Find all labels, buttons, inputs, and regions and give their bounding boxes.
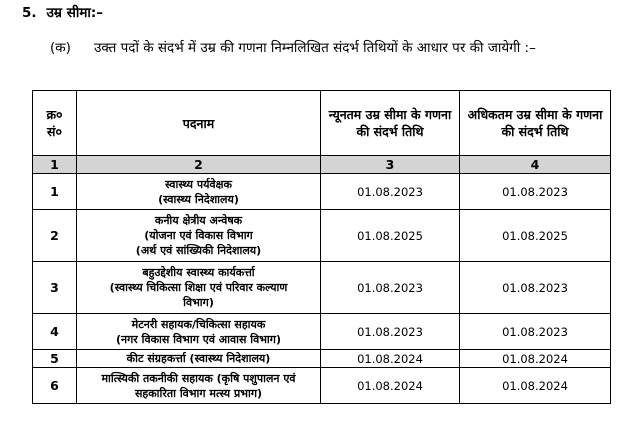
row-min-age-date: 01.08.2023	[321, 174, 460, 210]
row-min-age-date: 01.08.2023	[321, 262, 460, 314]
table-row	[33, 174, 611, 210]
post-name-line: मेटनरी सहायक/चिकित्सा सहायक	[131, 317, 266, 331]
table-row	[33, 368, 611, 404]
table-row	[33, 210, 611, 262]
column-number: 3	[321, 156, 460, 174]
row-max-age-date: 01.08.2023	[460, 174, 611, 210]
row-max-age-date: 01.08.2024	[460, 368, 611, 404]
section-title: उम्र सीमा:–	[46, 5, 104, 21]
header-sno-line1: क्र०	[46, 107, 63, 122]
row-serial-number: 6	[33, 368, 77, 404]
post-name-line: सहकारिता विभाग मत्स्य प्रभाग)	[134, 386, 263, 400]
row-post-name	[77, 262, 321, 314]
row-min-age-date: 01.08.2025	[321, 210, 460, 262]
row-post-name	[77, 368, 321, 404]
column-number: 1	[33, 156, 77, 174]
section-number: 5.	[22, 5, 37, 21]
post-name-line: स्वास्थ्य पर्यवेक्षक	[165, 177, 232, 191]
row-post-name	[77, 210, 321, 262]
post-name-line: (योजना एवं विकास विभाग	[144, 229, 253, 242]
post-name-line: विभाग)	[183, 296, 214, 309]
row-serial-number: 1	[33, 174, 77, 210]
header-row	[33, 91, 611, 156]
post-name-line: बहुउद्देशीय स्वास्थ्य कार्यकर्त्ता	[142, 266, 255, 279]
post-name-line: कीट संग्रहकर्त्ता (स्वास्थ्य निदेशालय)	[126, 352, 271, 365]
row-max-age-date: 01.08.2023	[460, 314, 611, 350]
post-name-line: (अर्थ एवं सांख्यिकी निदेशालय)	[135, 244, 262, 257]
header-post: पदनाम	[77, 91, 321, 156]
row-min-age-date: 01.08.2024	[321, 368, 460, 404]
row-post-name	[77, 350, 321, 368]
intro-paragraph	[50, 37, 622, 59]
row-serial-number: 3	[33, 262, 77, 314]
row-max-age-date: 01.08.2023	[460, 262, 611, 314]
column-number-row	[33, 156, 611, 174]
row-max-age-date: 01.08.2024	[460, 350, 611, 368]
header-sno-line2: सं०	[47, 124, 62, 139]
post-name-line: कनीय क्षेत्रीय अन्वेषक	[154, 214, 243, 227]
column-number: 2	[77, 156, 321, 174]
row-max-age-date: 01.08.2025	[460, 210, 611, 262]
age-reference-table	[32, 90, 611, 404]
table-row	[33, 314, 611, 350]
row-min-age-date: 01.08.2024	[321, 350, 460, 368]
row-serial-number: 4	[33, 314, 77, 350]
table-row	[33, 262, 611, 314]
header-min-age: न्यूनतम उम्र सीमा के गणना की संदर्भ तिथि	[321, 91, 460, 156]
section-heading	[22, 3, 103, 21]
row-serial-number: 2	[33, 210, 77, 262]
header-max-age: अधिकतम उम्र सीमा के गणना की संदर्भ तिथि	[460, 91, 611, 156]
post-name-line: (स्वास्थ्य चिकित्सा शिक्षा एवं परिवार कल्याण	[109, 281, 288, 294]
post-name-line: (स्वास्थ्य निदेशालय)	[158, 192, 239, 206]
column-number: 4	[460, 156, 611, 174]
row-post-name	[77, 314, 321, 350]
table-row	[33, 350, 611, 368]
paragraph-marker: (क)	[50, 40, 71, 56]
row-post-name	[77, 174, 321, 210]
row-min-age-date: 01.08.2023	[321, 314, 460, 350]
post-name-line: (नगर विकास विभाग एवं आवास विभाग)	[115, 332, 282, 346]
post-name-line: मात्स्यिकी तकनीकी सहायक (कृषि पशुपालन एवं	[101, 371, 296, 385]
header-sno	[33, 91, 77, 156]
row-serial-number: 5	[33, 350, 77, 368]
paragraph-text: उक्त पदों के संदर्भ में उम्र की गणना निम्नलिखित संदर्भ तिथियों के आधार पर की जायेगी :–	[94, 40, 536, 56]
